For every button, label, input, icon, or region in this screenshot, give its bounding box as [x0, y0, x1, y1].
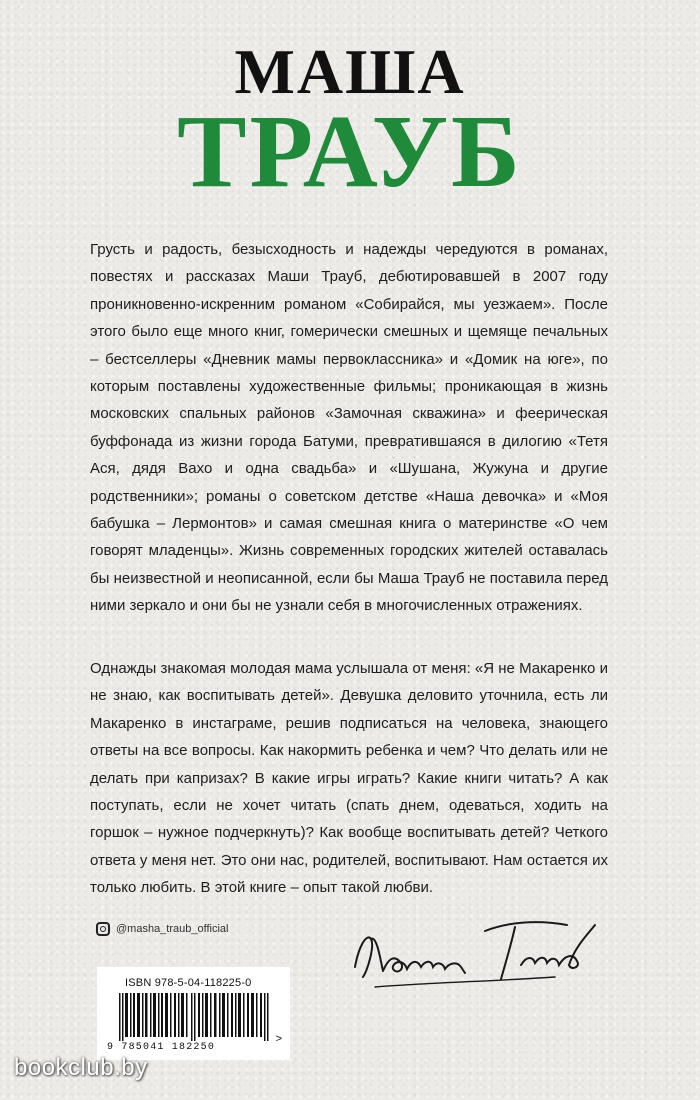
instagram-link[interactable] — [96, 922, 228, 936]
author-last-name: ТРАУБ — [177, 94, 523, 209]
watermark: bookclub.by — [14, 1054, 148, 1081]
barcode-bars — [119, 993, 269, 1041]
instagram-icon — [96, 922, 110, 936]
barcode-arrow: > — [275, 1033, 282, 1045]
author-signature — [345, 905, 620, 1005]
barcode-digits: 9 785041 182250 — [107, 1042, 216, 1053]
description-paragraph-2: Однажды знакомая молодая мама услышала от меня: «Я не Макаренко и не знаю, как воспитывать детей». Девушка деловито уточнила, есть ли Макаренко в инстаграме, решив подписаться на человека, знающего ответы на все вопросы. Как накормить ребенка и чем? Что делать или не делать при капризах? В какие игры играть? Какие книги читать? А как поступать, если не хочет читать (спать днем, одеваться, ходить на горшок – нужное подчеркнуть)? Как вообще воспитывать детей? Четкого ответа у меня нет. Это они нас, родителей, воспитывают. Нам остается их только любить. В этой книге – опыт такой любви. — [90, 660, 608, 897]
instagram-handle: @masha_traub_official — [116, 923, 229, 935]
barcode-block — [97, 967, 290, 1060]
author-first-name: МАША — [234, 36, 466, 107]
description-paragraph-1: Грусть и радость, безысходность и надежды чередуются в романах, повестях и рассказах Маши Трауб, дебютировавшей в 2007 году проникновенно-искренним романом «Собирайся, мы уезжаем». После этого было еще много книг, гомерически смешных и щемяще печальных – бестселлеры «Дневник мамы первоклассника» и «Домик на юге», по которым поставлены художественные фильмы; проникающая в жизнь московских спальных районов «Замочная скважина» и феерическая буффонада из жизни города Батуми, превратившаяся в дилогию «Тетя Ася, дядя Вахо и одна свадьба» и «Шушана, Жужуна и другие родственники»; романы о советском детстве «Наша девочка» и «Моя бабушка – Лермонтов» и самая смешная книга о материнстве «О чем говорят младенцы». Жизнь современных городских жителей оставалась бы неизвестной и неописанной, если бы Маша Трауб не поставила перед ними зеркало и они бы не узнали себя в многочисленных отражениях. — [90, 241, 608, 615]
isbn-label: ISBN 978-5-04-118225-0 — [125, 977, 252, 989]
